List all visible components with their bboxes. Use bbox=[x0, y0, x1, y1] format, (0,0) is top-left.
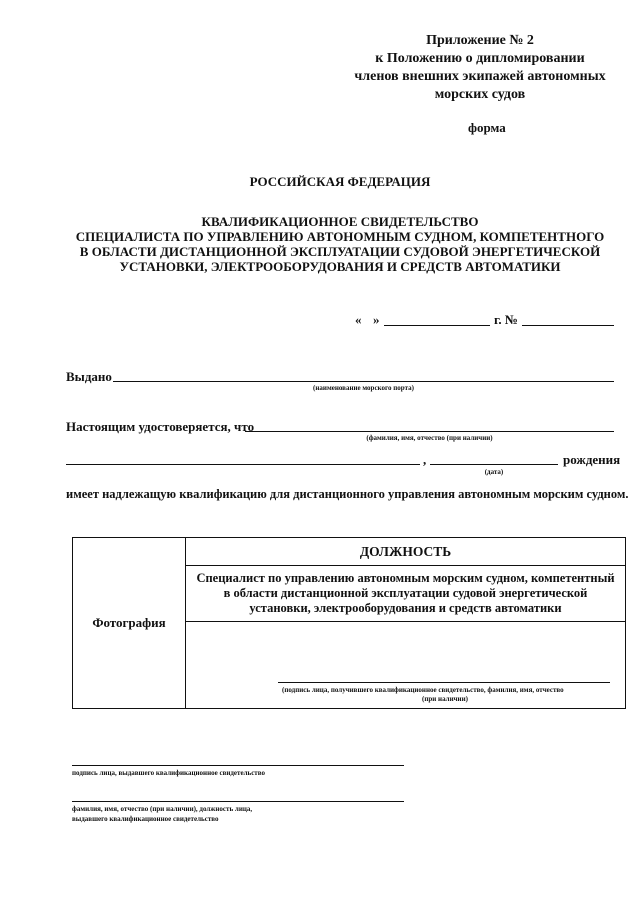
issued-field-line[interactable] bbox=[113, 381, 614, 382]
birth-label: рождения bbox=[563, 452, 621, 467]
title-line: КВАЛИФИКАЦИОННОЕ СВИДЕТЕЛЬСТВО bbox=[201, 214, 479, 229]
issuer-signature-caption: подпись лица, выдавшего квалификационное свидетельство bbox=[72, 769, 265, 777]
date-quote-close: » bbox=[373, 312, 380, 327]
photo-cell bbox=[73, 538, 186, 709]
signature-cell[interactable] bbox=[186, 622, 626, 709]
position-text-cell bbox=[186, 566, 626, 622]
date-field-line[interactable] bbox=[384, 325, 490, 326]
position-text: Специалист по управлению автономным морским судном, компетентный в области дистанционной эксплуатации судовой энергетической установки, электрооборудования и средств автоматики bbox=[196, 571, 615, 615]
title-line: УСТАНОВКИ, ЭЛЕКТРООБОРУДОВАНИЯ И СРЕДСТВ АВТОМАТИКИ bbox=[119, 259, 561, 274]
appendix-line: морских судов bbox=[434, 87, 526, 102]
issuer-name-caption-continued: выдавшего квалификационное свидетельство bbox=[72, 815, 219, 823]
appendix-block bbox=[330, 32, 630, 104]
title-line: СПЕЦИАЛИСТА ПО УПРАВЛЕНИЮ АВТОНОМНЫМ СУДНОМ, КОМПЕТЕНТНОГО bbox=[75, 229, 605, 244]
signature-line bbox=[278, 682, 610, 683]
date-quote-open: « bbox=[355, 312, 362, 327]
form-label: форма bbox=[468, 120, 506, 135]
appendix-line: к Положению о дипломировании bbox=[375, 51, 585, 66]
position-header: ДОЛЖНОСТЬ bbox=[359, 543, 452, 559]
issued-label: Выдано bbox=[66, 369, 112, 384]
title-line: В ОБЛАСТИ ДИСТАНЦИОННОЙ ЭКСПЛУАТАЦИИ СУДОВОЙ ЭНЕРГЕТИЧЕСКОЙ bbox=[79, 244, 601, 259]
name-caption: (фамилия, имя, отчество (при наличии) bbox=[366, 434, 493, 442]
certificate-table bbox=[72, 537, 626, 709]
birth-caption: (дата) bbox=[484, 468, 504, 476]
signature-caption: (подпись лица, получившего квалификационное свидетельство, фамилия, имя, отчество bbox=[282, 686, 564, 694]
certify-label: Настоящим удостоверяется, что bbox=[66, 419, 255, 434]
issuer-name-caption: фамилия, имя, отчество (при наличии), должность лица, bbox=[72, 805, 253, 813]
qualification-statement: имеет надлежащую квалификацию для дистанционного управления автономным морским судном. bbox=[66, 487, 629, 501]
position-header-cell bbox=[186, 538, 626, 566]
document-title bbox=[40, 214, 640, 274]
appendix-line: членов внешних экипажей автономных bbox=[354, 69, 606, 84]
birth-comma: , bbox=[423, 452, 427, 467]
issuer-signature-line[interactable] bbox=[72, 765, 404, 766]
number-label: г. № bbox=[494, 312, 519, 327]
photo-label: Фотография bbox=[92, 615, 166, 630]
name-continuation-line[interactable] bbox=[66, 464, 420, 465]
issuer-name-line[interactable] bbox=[72, 801, 404, 802]
appendix-line: Приложение № 2 bbox=[426, 33, 534, 48]
signature-caption-continued: (при наличии) bbox=[422, 695, 468, 703]
country-name: РОССИЙСКАЯ ФЕДЕРАЦИЯ bbox=[249, 174, 431, 189]
birth-date-line[interactable] bbox=[430, 464, 558, 465]
name-field-line[interactable] bbox=[245, 431, 614, 432]
number-field-line[interactable] bbox=[522, 325, 614, 326]
issued-caption: (наименование морского порта) bbox=[313, 384, 414, 392]
